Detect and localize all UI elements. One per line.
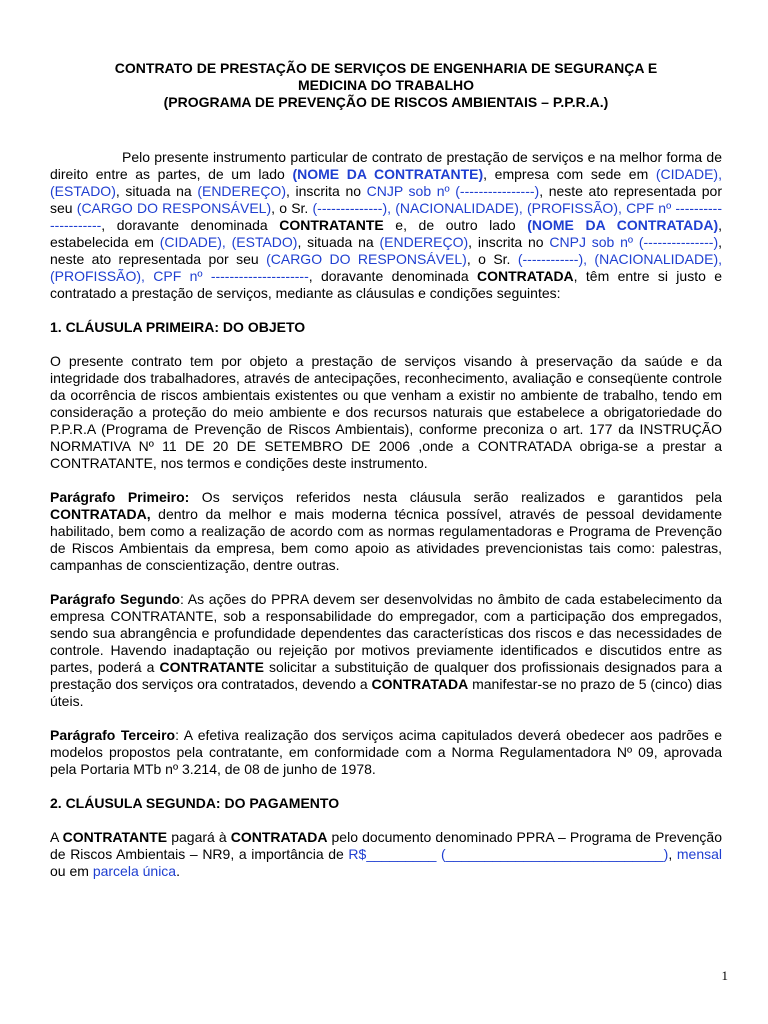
text-run: CNJP sob nº (----------------) <box>366 183 540 199</box>
text-run: , o Sr. <box>271 200 313 216</box>
text-run: (------------), (NACIONALIDADE), (PROFISSÃO), CPF nº --------------------- <box>50 251 723 284</box>
text-run: , inscrita no <box>285 183 367 199</box>
text-run: , o Sr. <box>466 251 518 267</box>
text-run: (--------------), (NACIONALIDADE), (PROFISSÃO), CPF nº --------------------- <box>50 200 722 233</box>
title-line-3: (PROGRAMA DE PREVENÇÃO DE RISCOS AMBIENTAIS – P.P.R.A.) <box>163 94 609 110</box>
text-run: Parágrafo Segundo <box>50 591 180 607</box>
text-run: pelo documento denominado PPRA – Programa de Prevenção de Riscos Ambientais – NR9, a importância de <box>50 829 722 862</box>
text-run: , empresa com sede em <box>483 166 656 182</box>
text-run: , neste ato representada por seu <box>50 234 723 267</box>
text-run: . <box>176 863 180 879</box>
text-run: (CARGO DO RESPONSÁVEL) <box>76 200 272 216</box>
text-run: CONTRATADA <box>371 676 469 692</box>
text-run: (CIDADE), (ESTADO) <box>50 166 722 199</box>
text-run: , estabelecida em <box>50 217 722 250</box>
text-run: ou em <box>50 863 93 879</box>
text-run: Pelo presente instrumento particular de contrato de prestação de serviços e na melhor forma de direito entre as partes, de um lado <box>50 149 722 182</box>
text-run: , têm entre si justo e contratado a prestação de serviços, mediante as cláusulas e condições seguintes: <box>50 268 722 301</box>
clause-1-paragraph-2 <box>50 591 722 710</box>
document-title <box>50 60 722 111</box>
text-run: manifestar-se no prazo de 5 (cinco) dias úteis. <box>50 676 722 709</box>
clause-2-body <box>50 829 722 880</box>
text-run: CONTRATADA <box>230 829 328 845</box>
text-run: mensal <box>676 846 723 862</box>
text-run: CONTRATANTE <box>159 659 264 675</box>
title-line-2: MEDICINA DO TRABALHO <box>297 77 475 93</box>
text-run: (ENDEREÇO) <box>197 183 286 199</box>
clause-1-paragraph-1 <box>50 489 722 574</box>
text-run: , situada na <box>297 234 380 250</box>
text-run: CNPJ sob nº (---------------) <box>549 234 719 250</box>
title-line-1: CONTRATO DE PRESTAÇÃO DE SERVIÇOS DE ENGENHARIA DE SEGURANÇA E <box>114 60 658 76</box>
text-run: Parágrafo Terceiro <box>50 727 176 743</box>
text-run: : As ações do PPRA devem ser desenvolvidas no âmbito de cada estabelecimento da empresa CONTRATANTE, sob a responsabilidade do empregador, com a participação dos empregados, sendo sua abrangência e profundidade dependentes das características dos riscos e das necessidades de controle. Havendo inadaptação ou rejeição por motivos previamente identificados e discutidos entre as partes, poderá a <box>50 591 722 675</box>
text-run: parcela única <box>92 863 177 879</box>
text-run: O presente contrato tem por objeto a prestação de serviços visando à preservação da saúde e da integridade dos trabalhadores, através de antecipações, reconhecimento, avaliação e conseqüente controle da ocorrência de riscos ambientais existentes ou que venham a existir no ambiente de trabalho, tendo em consideração a proteção do meio ambiente e dos recursos naturais que estabelece a obrigatoriedade do P.P.R.A (Programa de Prevenção de Riscos Ambientais), conforme preconiza o art. 177 da INSTRUÇÃO NORMATIVA Nº 11 DE 20 DE SETEMBRO DE 2006 ,onde a CONTRATADA obriga-se a prestar a CONTRATANTE, nos termos e condições deste instrumento. <box>50 353 722 471</box>
text-run: Os serviços referidos nesta cláusula serão realizados e garantidos pela <box>189 489 722 505</box>
clause-2-heading: 2. CLÁUSULA SEGUNDA: DO PAGAMENTO <box>50 795 340 811</box>
document-page <box>50 60 722 880</box>
text-run: A <box>50 829 63 845</box>
text-run: (CIDADE), (ESTADO) <box>159 234 298 250</box>
text-run: solicitar a substituição de qualquer dos profissionais designados para a prestação dos serviços ora contratados, devendo a <box>50 659 722 692</box>
text-run: CONTRATADA <box>476 268 574 284</box>
text-run: , <box>668 846 677 862</box>
clause-1-heading: 1. CLÁUSULA PRIMEIRA: DO OBJETO <box>50 319 306 335</box>
text-run: CONTRATADA, <box>50 506 151 522</box>
text-run: CONTRATANTE <box>62 829 168 845</box>
text-run: , doravante denominada <box>308 268 477 284</box>
clause-1-body <box>50 353 722 472</box>
text-run: (NOME DA CONTRATANTE) <box>292 166 484 182</box>
clause-1-paragraph-3 <box>50 727 722 778</box>
text-run: , inscrita no <box>468 234 550 250</box>
text-run: , doravante denominada <box>101 217 280 233</box>
text-run: , neste ato representada por seu <box>50 183 722 216</box>
text-run: Parágrafo Primeiro: <box>50 489 190 505</box>
text-run: pagará à <box>167 829 231 845</box>
text-run: (NOME DA CONTRATADA) <box>527 217 719 233</box>
text-run: : A efetiva realização dos serviços acima capitulados deverá obedecer aos padrões e modelos propostos pela contratante, em conformidade com a Norma Regulamentadora Nº 09, aprovada pela Portaria MTb nº 3.214, de 08 de junho de 1978. <box>50 727 722 777</box>
page-number: 1 <box>721 968 728 983</box>
text-run: e, de outro lado <box>383 217 528 233</box>
text-run: dentro da melhor e mais moderna técnica possível, através de pessoal devidamente habilitado, bem como a realização de acordo com as normas regulamentadoras e Programa de Prevenção de Riscos Ambientais da empresa, bem como apoio as atividades prevencionistas tais como: palestras, campanhas de conscientização, dentre outras. <box>50 506 722 573</box>
text-run: CONTRATANTE <box>279 217 384 233</box>
text-run: , situada na <box>115 183 198 199</box>
text-run: (CARGO DO RESPONSÁVEL) <box>266 251 467 267</box>
intro-paragraph <box>50 149 722 302</box>
text-run: R$_________ (____________________________) <box>348 846 669 862</box>
text-run: (ENDEREÇO) <box>379 234 469 250</box>
